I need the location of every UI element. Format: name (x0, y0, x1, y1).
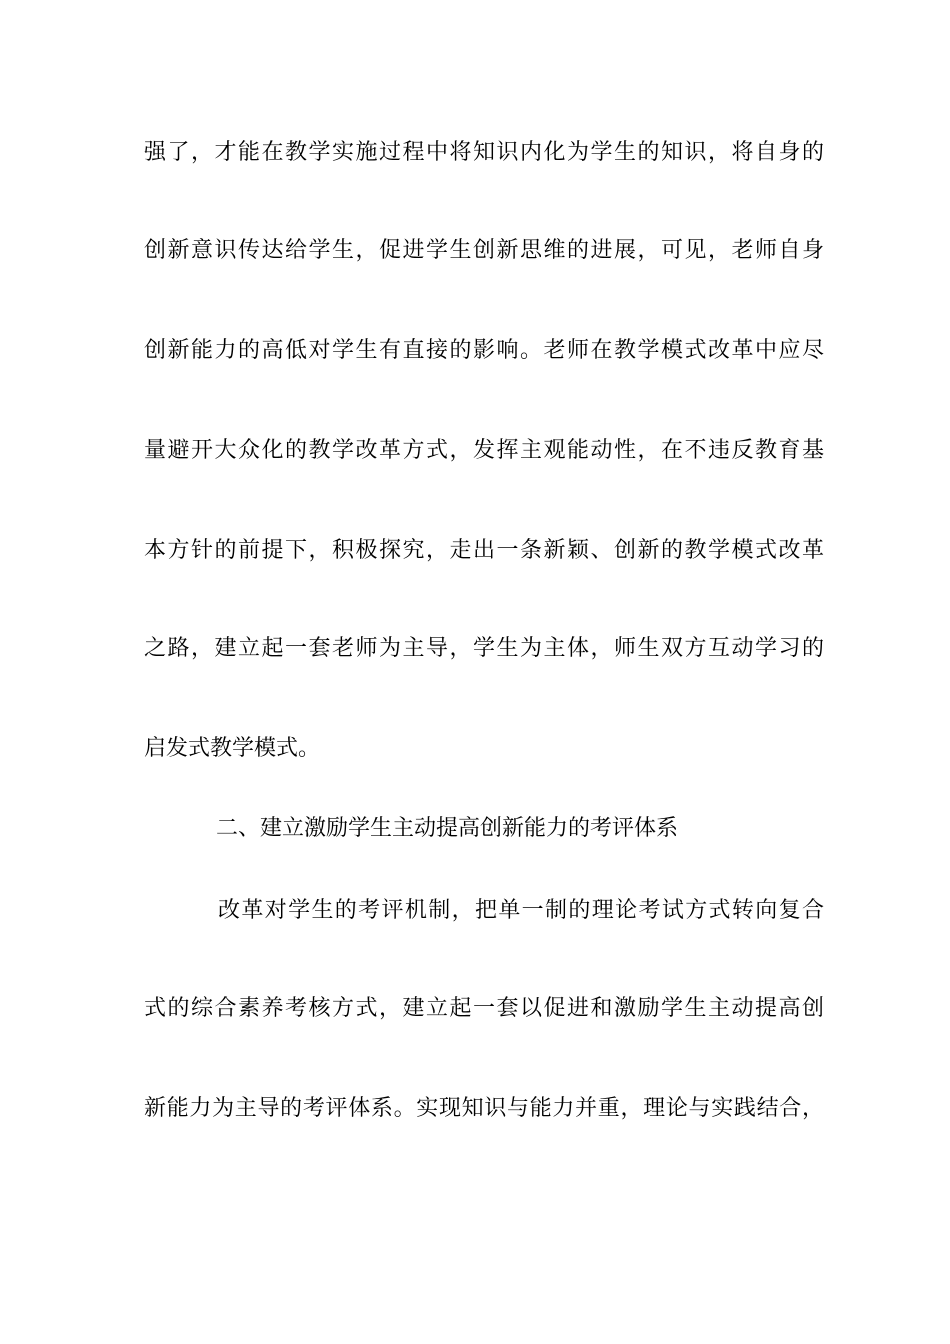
paragraph-line: 新能力为主导的考评体系。实现知识与能力并重，理论与实践结合， (144, 1096, 824, 1121)
paragraph-line: 本方针的前提下，积极探究，走出一条新颖、创新的教学模式改革 (144, 538, 824, 563)
section-heading: 二、建立激励学生主动提高创新能力的考评体系 (216, 816, 679, 841)
paragraph-line: 量避开大众化的教学改革方式，发挥主观能动性，在不违反教育基 (144, 438, 824, 463)
paragraph-line: 创新意识传达给学生，促进学生创新思维的进展，可见，老师自身 (144, 238, 824, 263)
paragraph-line: 改革对学生的考评机制，把单一制的理论考试方式转向复合 (218, 898, 824, 923)
paragraph-line: 启发式教学模式。 (144, 736, 321, 761)
paragraph-line: 之路，建立起一套老师为主导，学生为主体，师生双方互动学习的 (144, 636, 824, 661)
paragraph-line: 创新能力的高低对学生有直接的影响。老师在教学模式改革中应尽 (144, 338, 824, 363)
paragraph-line: 强了，才能在教学实施过程中将知识内化为学生的知识，将自身的 (144, 140, 824, 165)
paragraph-line: 式的综合素养考核方式，建立起一套以促进和激励学生主动提高创 (144, 996, 824, 1021)
